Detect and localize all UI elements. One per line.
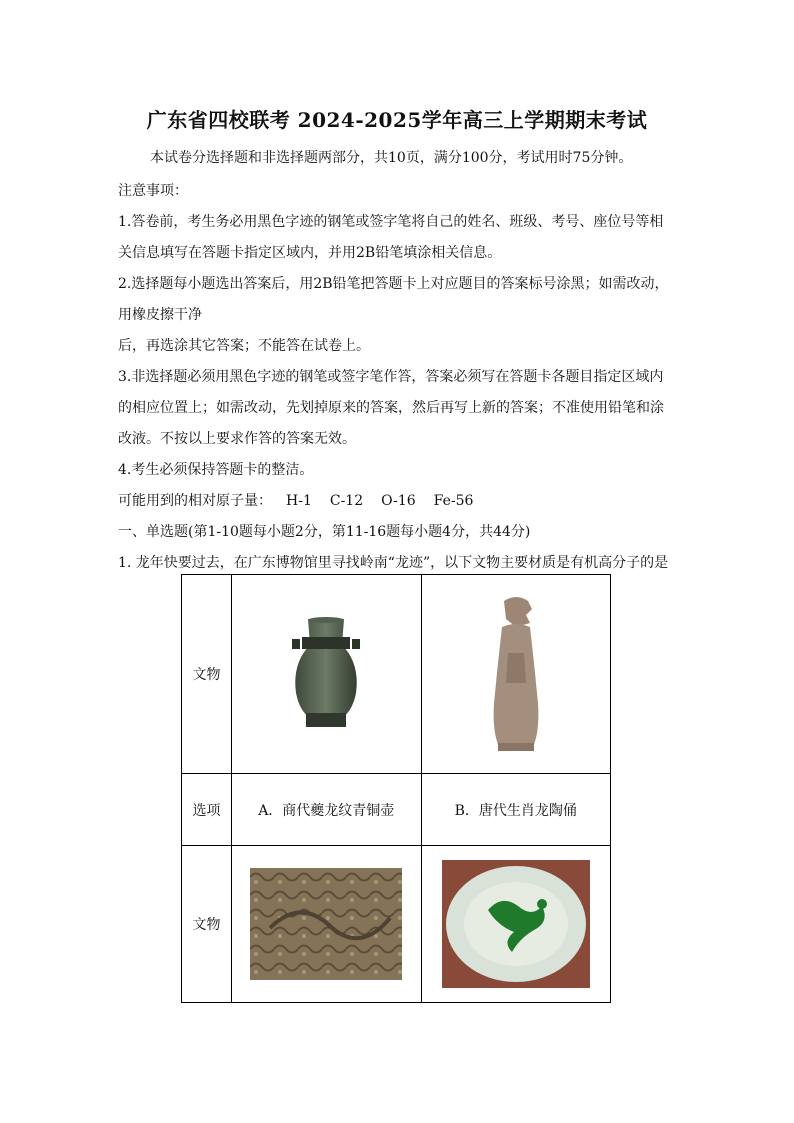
dragon-porcelain-plate-image [442,860,590,988]
table-row [182,575,611,774]
row-label: 文物 [182,575,232,774]
notes-heading: 注意事项： [118,183,188,199]
note-line: 4.考生必须保持答题卡的整洁。 [118,462,314,478]
note-line: 2.选择题每小题选出答案后，用2B铅笔把答题卡上对应题目的答案标号涂黑；如需改动， [118,276,669,292]
table-row [182,774,611,846]
question-1-stem: 1. 龙年快要过去，在广东博物馆里寻找岭南“龙迹”，以下文物主要材质是有机高分子的是 [118,555,669,571]
option-b-text: B．唐代生肖龙陶俑 [421,774,611,846]
note-line: 改液。不按以上要求作答的答案无效。 [118,431,356,447]
section-heading: 一、单选题(第1-10题每小题2分，第11-16题每小题4分，共44分) [118,524,531,540]
note-line: 1.答卷前，考生务必用黑色字迹的钢笔或签字笔将自己的姓名、班级、考号、座位号等相 [118,214,664,230]
note-line: 的相应位置上；如需改动，先划掉原来的答案，然后再写上新的答案；不准使用铅笔和涂 [118,400,664,416]
table-row [182,846,611,1003]
note-line: 用橡皮擦干净 [118,307,202,323]
atomic-masses [118,490,678,510]
artifact-image-porcelain-plate [421,846,611,1003]
atomic-mass-fe: Fe-56 [433,493,474,509]
artifact-image-bronze-vessel [232,575,422,774]
pottery-dragon-figure-image [486,593,546,755]
page-title: 广东省四校联考 2024-2025学年高三上学期期末考试 [146,108,648,132]
silk-painting-image [250,868,402,980]
option-a-text: A．商代夔龙纹青铜壶 [232,774,422,846]
atomic-mass-h: H-1 [286,493,312,509]
row-label: 文物 [182,846,232,1003]
row-label: 选项 [182,774,232,846]
artifact-image-pottery-figure [421,575,611,774]
artifact-image-silk-painting [232,846,422,1003]
note-line: 3.非选择题必须用黑色字迹的钢笔或签字笔作答，答案必须写在答题卡各题目指定区域内 [118,369,664,385]
atomic-masses-label: 可能用到的相对原子量： [118,493,272,509]
atomic-mass-o: O-16 [381,493,416,509]
note-line: 后，再选涂其它答案；不能答在试卷上。 [118,338,370,354]
note-line: 关信息填写在答题卡指定区域内，并用2B铅笔填涂相关信息。 [118,245,502,261]
intro-text: 本试卷分选择题和非选择题两部分，共10页，满分100分，考试用时75分钟。 [150,150,633,166]
atomic-mass-c: C-12 [329,493,364,509]
bronze-vessel-image [286,615,366,733]
artifact-table [181,574,611,1003]
